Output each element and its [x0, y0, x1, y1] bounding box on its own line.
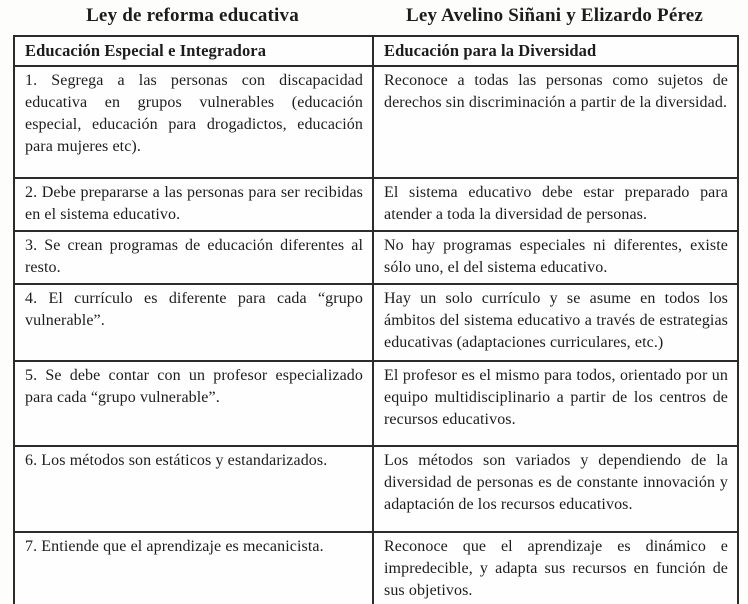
table-cell-right: No hay programas especiales ni diferentes, existe sólo uno, el del sistema educativo.	[373, 231, 738, 284]
table-header-left: Educación Especial e Integradora	[14, 36, 373, 66]
table-cell-right: El sistema educativo debe estar preparado para atender a toda la diversidad de personas.	[373, 178, 738, 231]
table-cell-left: 7. Entiende que el aprendizaje es mecanicista.	[14, 532, 373, 604]
table-cell-right: Los métodos son variados y dependiendo de la diversidad de personas es de constante innovación y adaptación de los recursos educativos.	[373, 446, 738, 532]
table-cell-left: 2. Debe prepararse a las personas para ser recibidas en el sistema educativo.	[14, 178, 373, 231]
title-ley-reforma-educativa: Ley de reforma educativa	[86, 5, 299, 26]
table-cell-right: Reconoce a todas las personas como sujetos de derechos sin discriminación a partir de la diversidad.	[373, 66, 738, 178]
table-row	[14, 361, 738, 446]
document-page	[0, 4, 748, 604]
table-cell-right: El profesor es el mismo para todos, orientado por un equipo multidisciplinario a partir de los centros de recursos educativos.	[373, 361, 738, 446]
table-cell-right: Reconoce que el aprendizaje es dinámico e impredecible, y adapta sus recursos en función de sus objetivos.	[373, 532, 738, 604]
comparison-table	[13, 35, 739, 604]
table-cell-left: 3. Se crean programas de educación diferentes al resto.	[14, 231, 373, 284]
table-row	[14, 178, 738, 231]
table-cell-left: 6. Los métodos son estáticos y estandarizados.	[14, 446, 373, 532]
table-row	[14, 66, 738, 178]
table-cell-left: 5. Se debe contar con un profesor especializado para cada “grupo vulnerable”.	[14, 361, 373, 446]
table-row	[14, 446, 738, 532]
table-header-right: Educación para la Diversidad	[373, 36, 738, 66]
table-cell-left: 1. Segrega a las personas con discapacidad educativa en grupos vulnerables (educación especial, educación para drogadictos, educación para mujeres etc).	[14, 66, 373, 178]
table-row	[14, 284, 738, 361]
table-cell-left: 4. El currículo es diferente para cada “grupo vulnerable”.	[14, 284, 373, 361]
table-row	[14, 231, 738, 284]
table-row	[14, 532, 738, 604]
table-header-row	[14, 36, 738, 66]
table-cell-right: Hay un solo currículo y se asume en todos los ámbitos del sistema educativo a través de estrategias educativas (adaptaciones curriculares, etc.)	[373, 284, 738, 361]
title-ley-avelino-sinani: Ley Avelino Siñani y Elizardo Pérez	[405, 5, 704, 26]
column-titles	[13, 4, 737, 27]
